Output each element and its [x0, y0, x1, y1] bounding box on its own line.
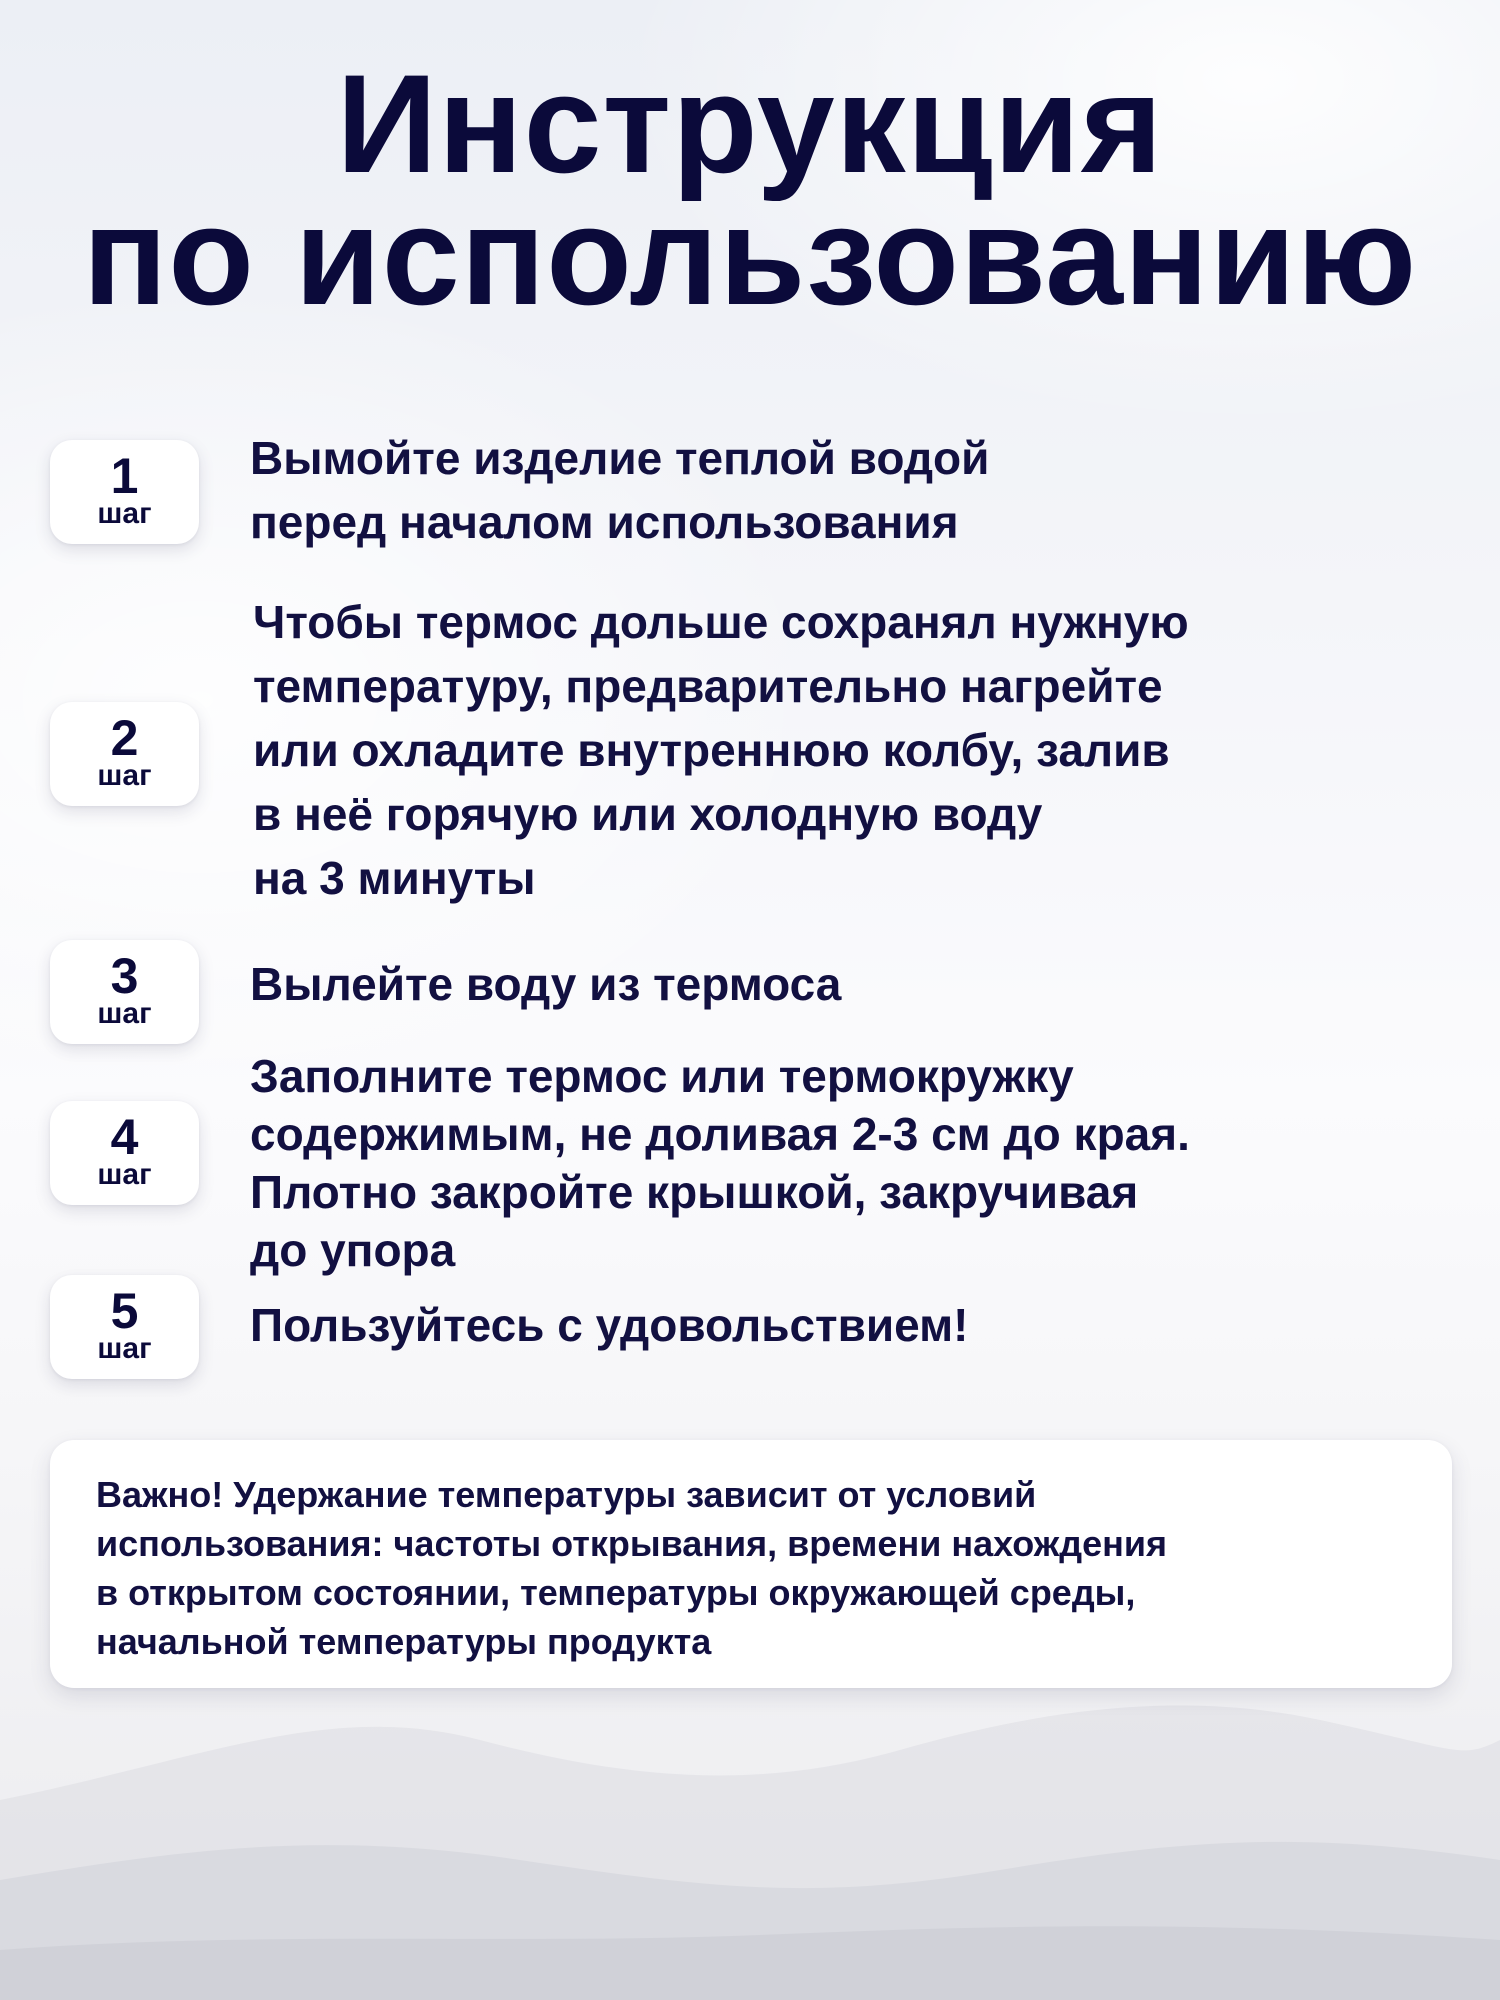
page-title	[0, 45, 1500, 334]
step-label: шаг	[97, 1158, 152, 1191]
step-number: 2	[110, 710, 139, 766]
step-text: Заполните термос или термокружку содержимым, не доливая 2-3 см до края. Плотно закройте крышкой, закручивая до упора	[250, 1050, 1190, 1276]
step-number: 1	[110, 448, 139, 504]
step-number: 5	[110, 1283, 139, 1339]
step-1-line-1: Вымойте изделие теплой водой	[250, 432, 990, 484]
step-text: Вылейте воду из термоса	[250, 958, 842, 1010]
important-note-card	[50, 1440, 1452, 1688]
step-text: Чтобы термос дольше сохранял нужную температуру, предварительно нагрейте или охладите внутреннюю колбу, залив в неё горячую или холодную воду на 3 минуты	[253, 596, 1189, 904]
step-label: шаг	[97, 497, 152, 530]
step-number: 4	[110, 1109, 139, 1165]
step-badge	[50, 1275, 199, 1379]
step-badge	[50, 1101, 199, 1205]
important-note-text: Важно! Удержание температуры зависит от условий использования: частоты открывания, времени нахождения в открытом состоянии, температуры окружающей среды, начальной температуры продукта	[96, 1474, 1168, 1662]
page-title-line-2: по использованию	[82, 177, 1418, 334]
step-label: шаг	[97, 997, 152, 1030]
step-badge	[50, 702, 199, 806]
step-label: шаг	[97, 1332, 152, 1365]
step-badge	[50, 440, 199, 544]
page-title-line-1: Инструкция	[336, 45, 1164, 202]
step-1-line-2: перед началом использования	[250, 496, 959, 548]
step-text	[250, 426, 1430, 554]
step-label: шаг	[97, 759, 152, 792]
step-text: Пользуйтесь с удовольствием!	[250, 1299, 969, 1351]
step-badge	[50, 940, 199, 1044]
step-number: 3	[110, 948, 139, 1004]
